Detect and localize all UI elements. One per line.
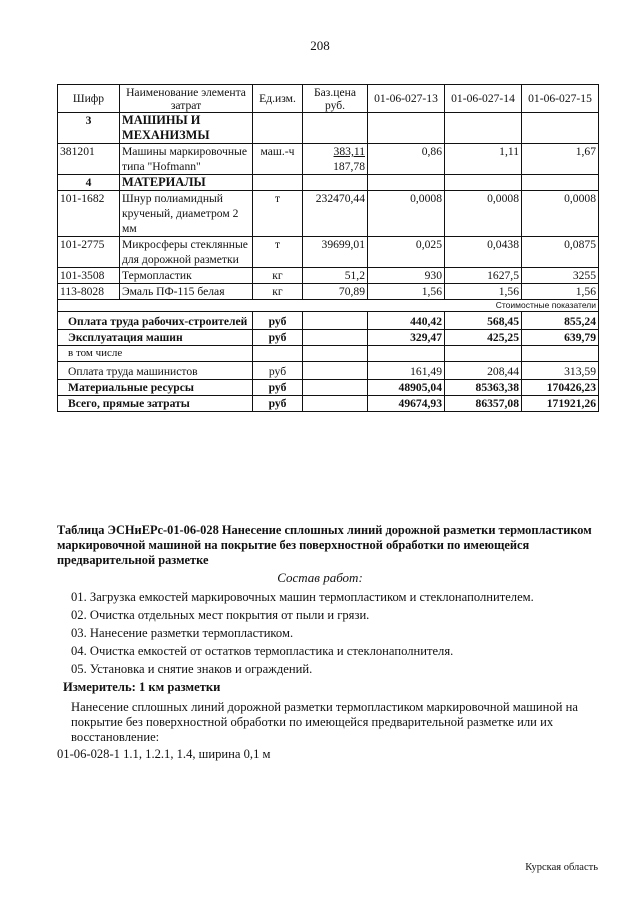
table-row	[58, 144, 599, 175]
cost-v14: 425,25	[445, 330, 522, 346]
cost-unit: руб	[253, 312, 303, 330]
work-item: 02. Очистка отдельных мест покрытия от пыли и грязи.	[71, 608, 370, 622]
cost-unit: руб	[253, 362, 303, 380]
row-price	[303, 144, 368, 175]
row-name: Микросферы стеклянные для дорожной разметки	[120, 237, 253, 268]
cost-price	[303, 380, 368, 396]
row-v13: 0,0008	[368, 191, 445, 237]
cost-price	[303, 362, 368, 380]
section-title: МАШИНЫ И МЕХАНИЗМЫ	[120, 113, 253, 144]
row-code: 113-8028	[58, 284, 120, 300]
cost-header-row	[58, 300, 599, 312]
cost-v14: 86357,08	[445, 396, 522, 412]
row-v13: 0,025	[368, 237, 445, 268]
row-unit: т	[253, 191, 303, 237]
row-v14: 0,0438	[445, 237, 522, 268]
cost-price	[303, 396, 368, 412]
footer-region: Курская область	[525, 862, 598, 873]
row-unit: маш.-ч	[253, 144, 303, 175]
cost-row	[58, 396, 599, 412]
section-title: МАТЕРИАЛЫ	[120, 175, 253, 191]
composition-title: Состав работ:	[277, 570, 363, 585]
cost-v13: 48905,04	[368, 380, 445, 396]
row-price: 70,89	[303, 284, 368, 300]
cost-v13	[368, 346, 445, 362]
cost-v15	[522, 346, 599, 362]
measurement-unit: Измеритель: 1 км разметки	[63, 680, 221, 694]
row-code: 381201	[58, 144, 120, 175]
row-price: 39699,01	[303, 237, 368, 268]
row-unit: кг	[253, 268, 303, 284]
work-item: 03. Нанесение разметки термопластиком.	[71, 626, 294, 640]
table-row	[58, 237, 599, 268]
header-unit: Ед.изм.	[253, 85, 303, 113]
cost-price	[303, 312, 368, 330]
section-row-machines	[58, 113, 599, 144]
section-code: 3	[58, 113, 120, 144]
row-price-secondary: 187,78	[333, 160, 365, 173]
cost-v14: 568,45	[445, 312, 522, 330]
description: Нанесение сплошных линий дорожной разметки термопластиком маркировочной машиной на покрытие без поверхностной обработки по имеющейся предварительной разметке или их восстановление:	[71, 700, 578, 744]
cost-v13: 440,42	[368, 312, 445, 330]
table-row	[58, 191, 599, 237]
row-v14: 1,11	[445, 144, 522, 175]
cost-v14	[445, 346, 522, 362]
section-code: 4	[58, 175, 120, 191]
row-price: 232470,44	[303, 191, 368, 237]
header-price: Баз.цена руб.	[303, 85, 368, 113]
row-code: 101-2775	[58, 237, 120, 268]
cost-v14: 85363,38	[445, 380, 522, 396]
cost-name: Эксплуатация машин	[58, 330, 253, 346]
row-v15: 3255	[522, 268, 599, 284]
header-col-15: 01-06-027-15	[522, 85, 599, 113]
cost-price	[303, 330, 368, 346]
row-v14: 1,56	[445, 284, 522, 300]
cost-v13: 49674,93	[368, 396, 445, 412]
table-row	[58, 268, 599, 284]
page-number: 208	[310, 38, 330, 53]
item-entry: 01-06-028-1 1.1, 1.2.1, 1.4, ширина 0,1 м	[57, 747, 271, 761]
row-code: 101-1682	[58, 191, 120, 237]
cost-name: Оплата труда машинистов	[58, 362, 253, 380]
table-heading: Таблица ЭСНиЕРс-01-06-028 Нанесение сплошных линий дорожной разметки термопластиком маркировочной машиной на покрытие без поверхностной обработки по имеющейся предварительной разметке	[57, 523, 592, 567]
header-col-14: 01-06-027-14	[445, 85, 522, 113]
row-v15: 0,0875	[522, 237, 599, 268]
cost-unit: руб	[253, 396, 303, 412]
row-v14: 0,0008	[445, 191, 522, 237]
work-item: 04. Очистка емкостей от остатков термопластика и стеклонаполнителя.	[71, 644, 454, 658]
cost-price	[303, 346, 368, 362]
cost-unit: руб	[253, 380, 303, 396]
row-v13: 1,56	[368, 284, 445, 300]
row-name: Шнур полиамидный крученый, диаметром 2 мм	[120, 191, 253, 237]
section-row-materials	[58, 175, 599, 191]
row-price: 51,2	[303, 268, 368, 284]
row-v13: 0,86	[368, 144, 445, 175]
cost-row	[58, 330, 599, 346]
table-row	[58, 284, 599, 300]
cost-v13: 329,47	[368, 330, 445, 346]
table-header-row	[58, 85, 599, 113]
cost-header-label: Стоимостные показатели	[58, 300, 599, 312]
cost-v15: 855,24	[522, 312, 599, 330]
cost-v15: 171921,26	[522, 396, 599, 412]
cost-v15: 170426,23	[522, 380, 599, 396]
resource-table	[57, 84, 599, 412]
row-code: 101-3508	[58, 268, 120, 284]
row-v15: 1,67	[522, 144, 599, 175]
cost-unit	[253, 346, 303, 362]
work-item: 01. Загрузка емкостей маркировочных машин термопластиком и стеклонаполнителем.	[71, 590, 534, 604]
cost-row	[58, 380, 599, 396]
cost-name: Материальные ресурсы	[58, 380, 253, 396]
row-name: Термопластик	[120, 268, 253, 284]
row-v15: 0,0008	[522, 191, 599, 237]
work-item: 05. Установка и снятие знаков и ограждений.	[71, 662, 313, 676]
row-unit: кг	[253, 284, 303, 300]
cost-row	[58, 312, 599, 330]
header-name: Наименование элемента затрат	[120, 85, 253, 113]
cost-name: в том числе	[58, 346, 253, 362]
cost-name: Всего, прямые затраты	[58, 396, 253, 412]
row-price-primary: 383,11	[333, 145, 365, 158]
cost-v15: 313,59	[522, 362, 599, 380]
row-name: Машины маркировочные типа "Hofmann"	[120, 144, 253, 175]
header-code: Шифр	[58, 85, 120, 113]
row-name: Эмаль ПФ-115 белая	[120, 284, 253, 300]
cost-name: Оплата труда рабочих-строителей	[58, 312, 253, 330]
row-unit: т	[253, 237, 303, 268]
cost-unit: руб	[253, 330, 303, 346]
header-col-13: 01-06-027-13	[368, 85, 445, 113]
row-v15: 1,56	[522, 284, 599, 300]
cost-v13: 161,49	[368, 362, 445, 380]
row-v13: 930	[368, 268, 445, 284]
row-v14: 1627,5	[445, 268, 522, 284]
cost-row	[58, 362, 599, 380]
cost-row	[58, 346, 599, 362]
cost-v15: 639,79	[522, 330, 599, 346]
cost-v14: 208,44	[445, 362, 522, 380]
